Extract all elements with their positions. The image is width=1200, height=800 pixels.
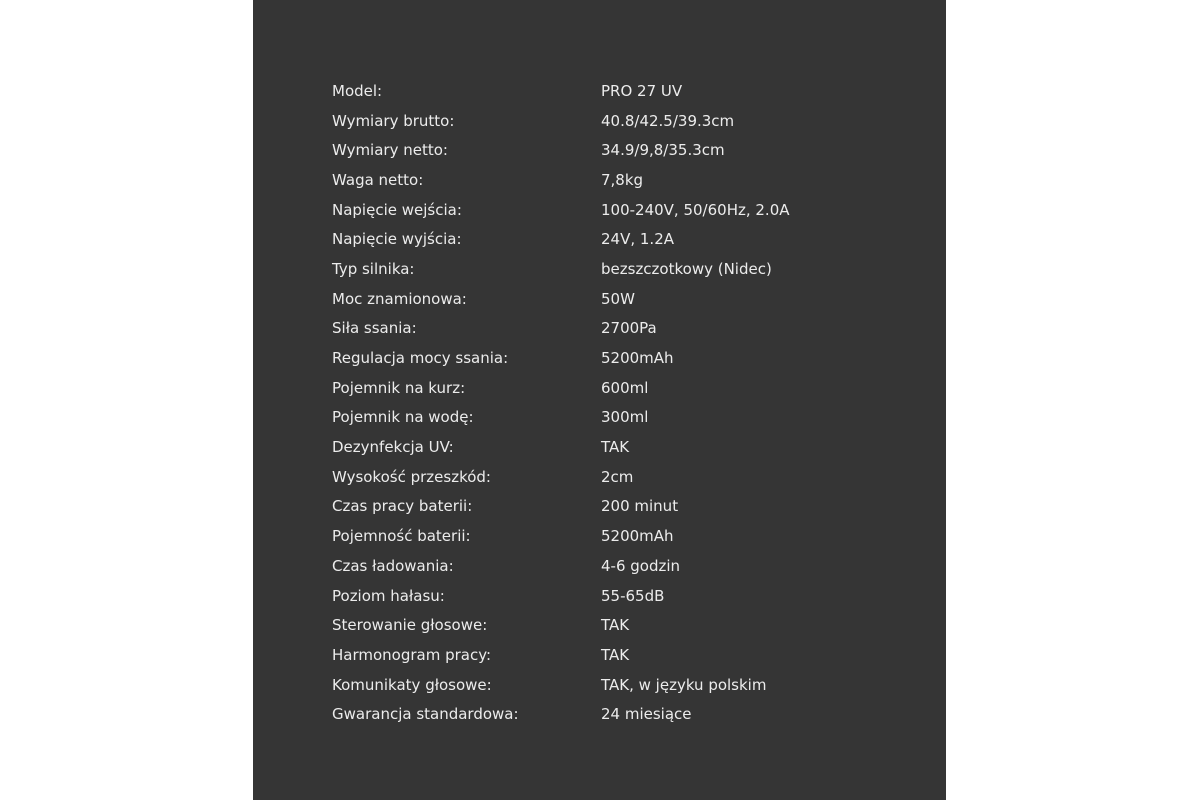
spec-value: 2cm [601, 467, 634, 486]
spec-value: 34.9/9,8/35.3cm [601, 141, 725, 160]
spec-row [332, 581, 912, 611]
spec-row [332, 462, 912, 492]
spec-label: Waga netto: [332, 170, 424, 189]
spec-row [332, 610, 912, 640]
spec-value: 100-240V, 50/60Hz, 2.0A [601, 200, 790, 219]
spec-label: Napięcie wejścia: [332, 200, 462, 219]
spec-value: 7,8kg [601, 170, 644, 189]
spec-value: 5200mAh [601, 527, 674, 546]
spec-value: PRO 27 UV [601, 81, 683, 100]
spec-label: Czas pracy baterii: [332, 497, 473, 516]
spec-row [332, 373, 912, 403]
spec-row [332, 284, 912, 314]
spec-label: Siła ssania: [332, 319, 417, 338]
spec-label: Pojemnik na wodę: [332, 408, 474, 427]
spec-value: 4-6 godzin [601, 556, 681, 575]
spec-label: Czas ładowania: [332, 556, 454, 575]
spec-label: Regulacja mocy ssania: [332, 349, 509, 368]
spec-label: Komunikaty głosowe: [332, 675, 492, 694]
spec-value: 50W [601, 289, 635, 308]
spec-table [332, 76, 912, 729]
spec-row [332, 551, 912, 581]
spec-row [332, 224, 912, 254]
spec-value: 600ml [601, 378, 649, 397]
spec-row [332, 492, 912, 522]
spec-label: Napięcie wyjścia: [332, 230, 462, 249]
spec-value: 2700Pa [601, 319, 657, 338]
spec-row [332, 254, 912, 284]
spec-row [332, 521, 912, 551]
spec-label: Pojemnik na kurz: [332, 378, 466, 397]
spec-row [332, 699, 912, 729]
spec-row [332, 432, 912, 462]
spec-row [332, 165, 912, 195]
spec-value: 5200mAh [601, 349, 674, 368]
spec-value: 200 minut [601, 497, 679, 516]
spec-row [332, 76, 912, 106]
spec-label: Typ silnika: [332, 259, 415, 278]
spec-label: Poziom hałasu: [332, 586, 445, 605]
spec-value: TAK [601, 438, 630, 457]
spec-label: Moc znamionowa: [332, 289, 467, 308]
spec-label: Gwarancja standardowa: [332, 705, 519, 724]
spec-row [332, 670, 912, 700]
spec-row [332, 195, 912, 225]
spec-row [332, 314, 912, 344]
spec-value: bezszczotkowy (Nidec) [601, 259, 772, 278]
spec-value: 40.8/42.5/39.3cm [601, 111, 735, 130]
spec-panel [253, 0, 946, 800]
spec-row [332, 343, 912, 373]
spec-label: Wymiary brutto: [332, 111, 455, 130]
spec-value: 55-65dB [601, 586, 665, 605]
spec-label: Pojemność baterii: [332, 527, 471, 546]
spec-value: TAK [601, 616, 630, 635]
spec-row [332, 135, 912, 165]
spec-label: Sterowanie głosowe: [332, 616, 488, 635]
spec-label: Dezynfekcja UV: [332, 438, 454, 457]
spec-value: TAK, w języku polskim [601, 675, 767, 694]
spec-label: Harmonogram pracy: [332, 645, 492, 664]
spec-value: TAK [601, 645, 630, 664]
spec-label: Wysokość przeszkód: [332, 467, 491, 486]
spec-label: Wymiary netto: [332, 141, 448, 160]
spec-label: Model: [332, 81, 383, 100]
spec-value: 300ml [601, 408, 649, 427]
spec-value: 24 miesiące [601, 705, 692, 724]
spec-row [332, 640, 912, 670]
spec-row [332, 403, 912, 433]
spec-value: 24V, 1.2A [601, 230, 675, 249]
spec-row [332, 106, 912, 136]
